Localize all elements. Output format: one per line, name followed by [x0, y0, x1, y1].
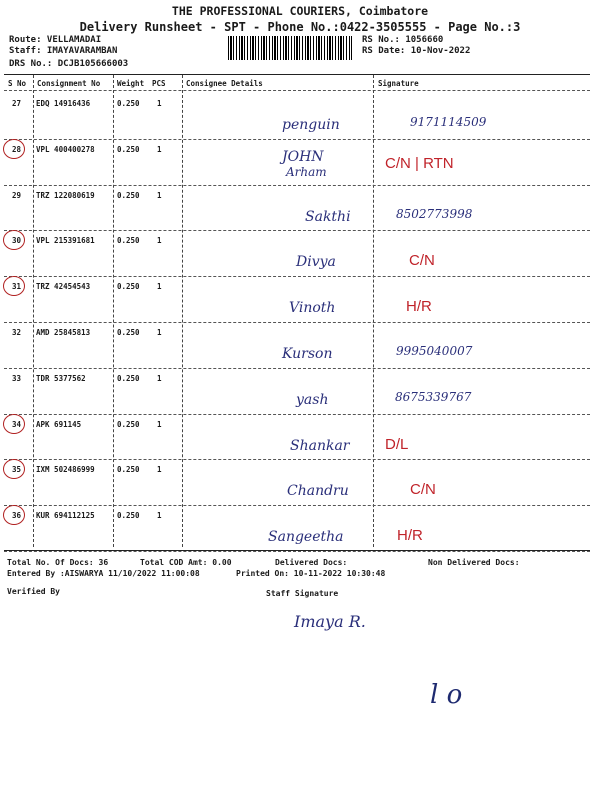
row-consignment: VPL 400400278	[36, 144, 95, 154]
row-pcs: 1	[157, 236, 162, 246]
row-consignment: IXM 502486999	[36, 465, 95, 475]
row-signature-handwritten: C/N	[410, 481, 436, 499]
row-divider	[4, 230, 590, 231]
row-pcs: 1	[157, 99, 162, 108]
row-divider	[4, 139, 590, 140]
row-consignee-handwritten: penguin	[282, 117, 340, 133]
row-signature-handwritten: 8675339767	[395, 389, 472, 404]
row-consignee-handwritten-2: Arham	[286, 164, 327, 179]
row-signature-handwritten: 9171114509	[410, 115, 487, 129]
row-divider	[4, 505, 590, 506]
delivered-docs: Delivered Docs:	[275, 558, 348, 567]
row-divider	[4, 322, 590, 323]
row-consignment: TDR 5377562	[36, 373, 86, 383]
col-divider	[33, 75, 34, 547]
rs-date: RS Date: 10-Nov-2022	[362, 46, 471, 56]
row-signature-handwritten: C/N | RTN	[385, 154, 454, 172]
row-sno: 33	[12, 373, 22, 383]
row-number-circle-mark	[3, 505, 25, 525]
row-weight: 0.250	[117, 190, 140, 200]
row-consignee-handwritten: JOHN	[282, 148, 324, 165]
row-sno: 27	[12, 99, 22, 108]
total-docs: Total No. Of Docs: 36	[7, 558, 109, 567]
row-divider	[4, 414, 590, 415]
row-signature-handwritten: C/N	[409, 252, 435, 270]
row-consignee-handwritten: Shankar	[290, 437, 350, 454]
row-divider	[4, 276, 590, 277]
row-divider	[4, 459, 590, 460]
row-weight: 0.250	[117, 511, 140, 521]
barcode	[228, 36, 352, 60]
row-pcs: 1	[157, 511, 162, 521]
row-consignee-handwritten: yash	[296, 391, 329, 408]
row-weight: 0.250	[117, 465, 140, 475]
col-signature: Signature	[378, 79, 419, 88]
staff-label: Staff: IMAYAVARAMBAN	[9, 46, 118, 56]
row-pcs: 1	[157, 282, 162, 292]
col-weight: Weight	[117, 79, 145, 88]
row-pcs: 1	[157, 190, 162, 200]
row-consignee-handwritten: Sakthi	[305, 208, 351, 225]
row-consignee-handwritten: Chandru	[287, 483, 349, 500]
row-sno: 29	[12, 190, 22, 200]
row-sno: 32	[12, 328, 22, 337]
row-signature-handwritten: 9995040007	[396, 344, 473, 358]
row-divider	[4, 185, 590, 186]
row-weight: 0.250	[117, 328, 140, 337]
route-label: Route: VELLAMADAI	[9, 35, 102, 45]
header-divider	[4, 90, 590, 91]
row-weight: 0.250	[117, 144, 140, 154]
row-number-circle-mark	[3, 276, 25, 296]
row-divider	[4, 551, 590, 552]
document-subtitle: Delivery Runsheet - SPT - Phone No.:0422-3505555 - Page No.:3	[79, 20, 521, 34]
staff-signature: Imaya R.	[294, 612, 366, 631]
row-consignment: APK 691145	[36, 419, 82, 429]
table-top-rule	[4, 74, 590, 75]
col-sno: S No	[8, 79, 27, 88]
document-title: THE PROFESSIONAL COURIERS, Coimbatore	[171, 4, 429, 18]
total-cod: Total COD Amt: 0.00	[140, 558, 232, 567]
col-consignee: Consignee Details	[186, 79, 263, 88]
row-consignment: EDQ 14916436	[36, 99, 91, 108]
row-consignment: VPL 215391681	[36, 236, 95, 246]
staff-signature-label: Staff Signature	[266, 589, 339, 598]
row-pcs: 1	[157, 144, 162, 154]
non-delivered-docs: Non Delivered Docs:	[428, 558, 520, 567]
row-consignee-handwritten: Vinoth	[289, 300, 336, 317]
row-consignee-handwritten: Kurson	[282, 346, 333, 362]
row-pcs: 1	[157, 465, 162, 475]
row-number-circle-mark	[3, 230, 25, 250]
row-sno: 30	[12, 236, 22, 246]
row-consignment: KUR 694112125	[36, 511, 95, 521]
row-weight: 0.250	[117, 99, 140, 108]
row-weight: 0.250	[117, 373, 140, 383]
row-pcs: 1	[157, 419, 162, 429]
row-consignment: AMD 25845813	[36, 328, 91, 337]
row-weight: 0.250	[117, 236, 140, 246]
row-pcs: 1	[157, 373, 162, 383]
page-mark: l o	[430, 680, 463, 710]
col-divider	[182, 75, 183, 547]
row-sno: 35	[12, 465, 22, 475]
row-signature-handwritten: H/R	[397, 527, 423, 545]
row-sno: 28	[12, 144, 22, 154]
row-sno: 34	[12, 419, 22, 429]
row-divider	[4, 368, 590, 369]
row-signature-handwritten: 8502773998	[396, 206, 473, 221]
row-sno: 36	[12, 511, 22, 521]
col-divider	[373, 75, 374, 547]
row-sno: 31	[12, 282, 22, 292]
printed-on: Printed On: 10-11-2022 10:30:48	[236, 569, 386, 578]
row-signature-handwritten: H/R	[406, 298, 432, 316]
verified-by: Verified By	[7, 587, 60, 596]
row-consignee-handwritten: Sangeetha	[268, 529, 344, 546]
row-consignment: TRZ 122080619	[36, 190, 95, 200]
row-signature-handwritten: D/L	[385, 435, 409, 453]
row-number-circle-mark	[3, 414, 25, 434]
col-divider	[113, 75, 114, 547]
drs-number: DRS No.: DCJB105666003	[9, 59, 129, 69]
row-number-circle-mark	[3, 459, 25, 479]
col-pcs: PCS	[152, 79, 166, 88]
col-consignment: Consignment No	[37, 79, 101, 88]
table-bottom-rule	[4, 550, 590, 551]
row-consignment: TRZ 42454543	[36, 282, 91, 292]
row-pcs: 1	[157, 328, 162, 337]
row-weight: 0.250	[117, 419, 140, 429]
row-number-circle-mark	[3, 139, 25, 159]
row-weight: 0.250	[117, 282, 140, 292]
entered-by: Entered By :AISWARYA 11/10/2022 11:00:08	[7, 569, 200, 578]
rs-number: RS No.: 1056660	[362, 35, 444, 45]
row-consignee-handwritten: Divya	[296, 254, 336, 271]
